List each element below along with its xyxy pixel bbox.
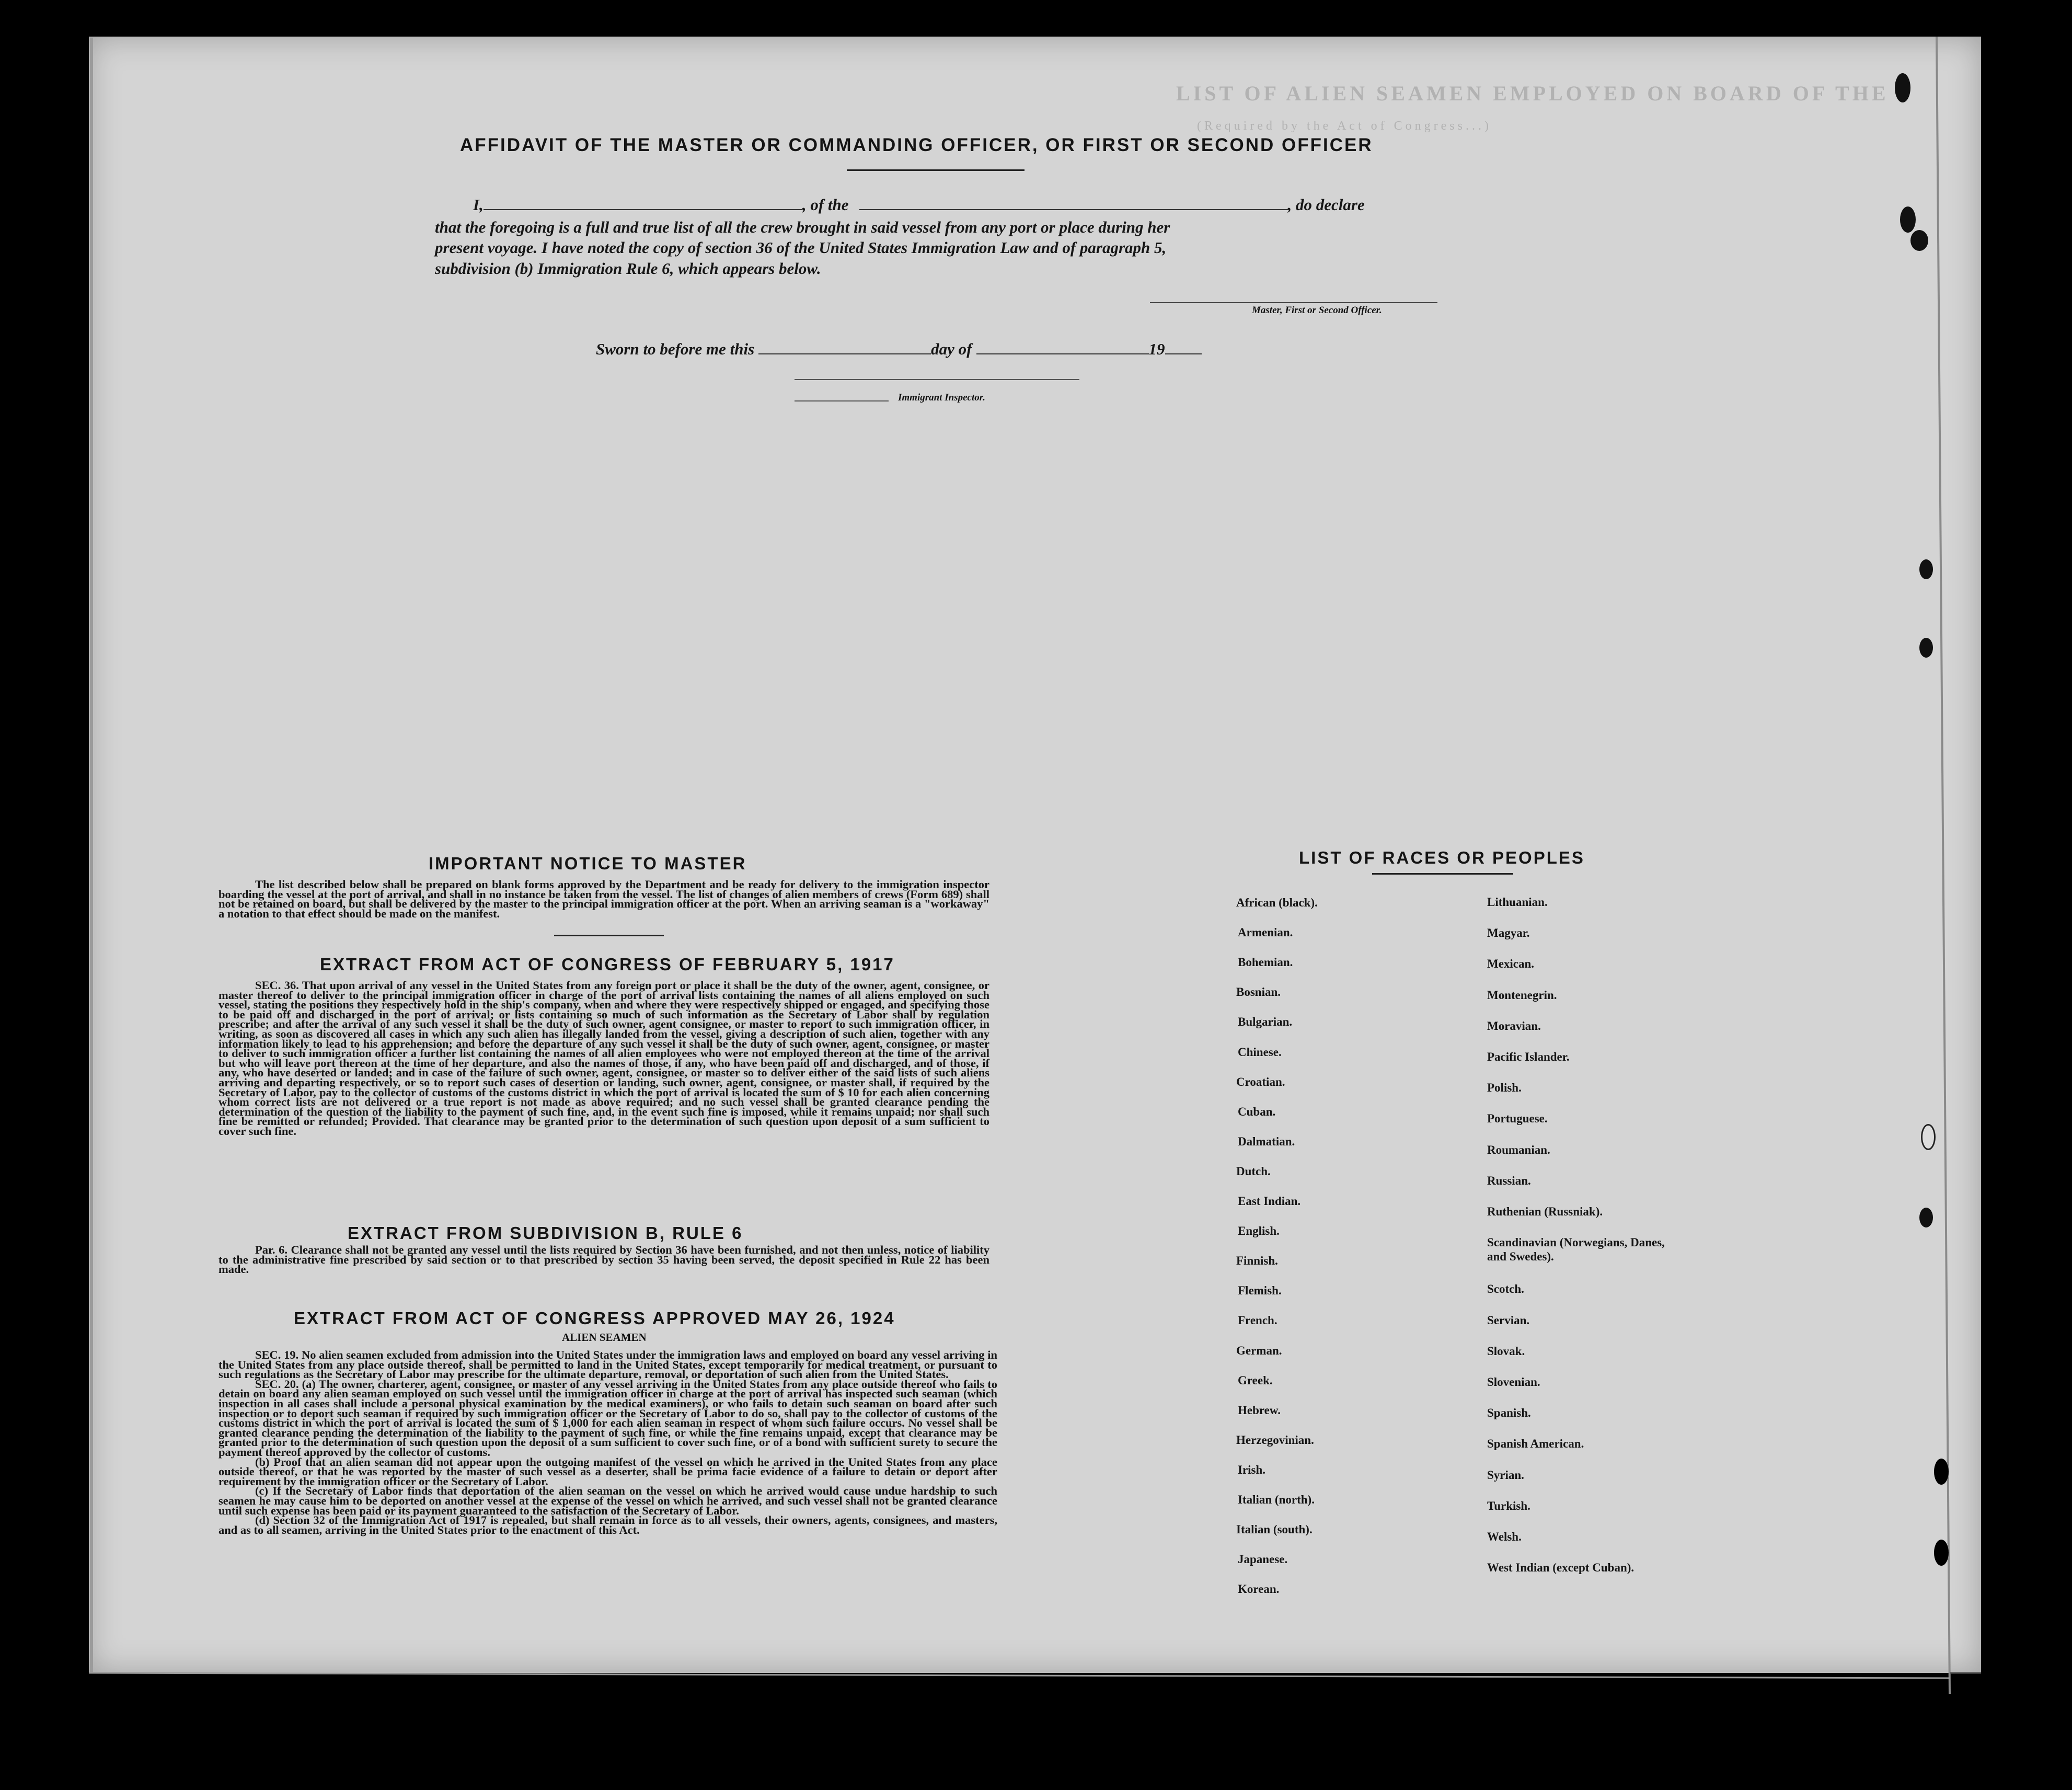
binder-hole xyxy=(1919,638,1933,658)
affidavit-title-rule xyxy=(847,169,1025,171)
extract-rule6-paragraph: Par. 6. Clearance shall not be granted any vessel until the lists required by Section 36 have been furnished, and not then unless, notice of liability to the administrative fine prescribed by said section or to that prescribed by section 35 having been served, the deposit specified in Rule 22 has been made. xyxy=(218,1243,989,1276)
binder-hole xyxy=(1921,1124,1936,1150)
binder-hole xyxy=(1919,559,1933,579)
vessel-blank[interactable] xyxy=(859,209,1288,210)
race-item: Montenegrin. xyxy=(1487,988,1557,1002)
bleed-through-heading: LIST OF ALIEN SEAMEN EMPLOYED ON BOARD OF THE xyxy=(1176,82,1889,105)
affidavit-line-4: subdivision (b) Immigration Rule 6, which appears below. xyxy=(435,259,821,278)
extract-1917-paragraph: SEC. 36. That upon arrival of any vessel in the United States from any foreign port or place it shall be the duty of the owner, agent, consignee, or master thereof to deliver to the principal immigration officer in charge of the port of arrival lists containing the names of all aliens employed on such vessel, stating the positions they respectively hold in the ship's company, when and where they were respectively shipped or engaged, and specifying those to be paid off and discharged in the port of arrival; or lists containing so much of such information as the Secretary of Labor shall by regulation prescribe; and after the arrival of any such vessel it shall be the duty of such owner, agent consignee, or master to report to such immigration officer, in writing, as soon as discovered all cases in which any such alien has illegally landed from the vessel, giving a description of such alien, together with any information likely to lead to his apprehension; and before the departure of any such vessel it shall be the duty of such owner, agent, consignee, or master to deliver to such immigration officer a further list containing the names of all alien employees who were not employed thereon at the time of the arrival but who will leave port thereon at the time of her departure, and also the names of those, if any, who have been paid off and discharged, and of those, if any, who have deserted or landed; and in case of the failure of such owner, agent, consignee, or master so to deliver either of the said lists of such aliens arriving and departing respectively, or so to report such cases of desertion or landing, such owner, agent, consignee, or master shall, if required by the Secretary of Labor, pay to the collector of customs of the customs district in which the port of arrival is located the sum of $ 10 for each alien concerning whom correct lists are not delivered or a true report is not made as above required; and no such vessel shall be granted clearance pending the determination of the question of the liability to the payment of such fine, and, in the event such fine is imposed, while it remains unpaid; nor shall such fine be remitted or refunded; Provided. That clearance may be granted prior to the determination of such question upon deposit of a sum sufficient to cover such fine. xyxy=(218,979,989,1138)
race-item: Cuban. xyxy=(1238,1105,1276,1118)
sworn-year-blank[interactable] xyxy=(1165,353,1202,354)
bleed-through-subline: (Required by the Act of Congress...) xyxy=(1197,119,1492,133)
notice-rule xyxy=(554,935,664,936)
race-item: Greek. xyxy=(1238,1373,1273,1387)
sworn-line xyxy=(596,340,1202,359)
sworn-year: 19 xyxy=(1148,340,1165,358)
inspector-label: Immigrant Inspector. xyxy=(898,392,985,403)
affidavit-line-1 xyxy=(473,196,1365,214)
race-item: West Indian (except Cuban). xyxy=(1487,1561,1634,1575)
notice-title: IMPORTANT NOTICE TO MASTER xyxy=(429,854,747,873)
race-item: Bulgarian. xyxy=(1238,1015,1293,1029)
race-item: Welsh. xyxy=(1487,1530,1522,1543)
race-item: Irish. xyxy=(1238,1463,1266,1476)
extract-1917-title: EXTRACT FROM ACT OF CONGRESS OF FEBRUARY 5, 1917 xyxy=(320,955,895,974)
affidavit-line-2: that the foregoing is a full and true list of all the crew brought in said vessel from any port or place during her xyxy=(435,218,1170,236)
notice-body xyxy=(218,880,989,919)
race-item: Mexican. xyxy=(1487,957,1535,971)
race-item: Korean. xyxy=(1238,1582,1280,1596)
sworn-day-of: day of xyxy=(931,340,972,358)
race-item: Italian (north). xyxy=(1238,1493,1315,1506)
races-right-column xyxy=(1487,895,1707,1596)
inspector-line[interactable] xyxy=(795,400,889,401)
race-item: Turkish. xyxy=(1487,1499,1530,1512)
extract-1924-body xyxy=(218,1350,997,1535)
race-item: Roumanian. xyxy=(1487,1143,1550,1156)
extract-1924-paragraph: (c) If the Secretary of Labor finds that deportation of the alien seaman on the vessel on which he arrived would cause undue hardship to such seamen he may cause him to be deported on another vessel at the expense of the vessel on which he arrived, and such vessel shall not be granted clearance until such expense has been paid or its payment guaranteed to the satisfaction of the Secretary of Labor. xyxy=(218,1484,997,1517)
race-item: East Indian. xyxy=(1238,1195,1301,1208)
race-item: Scandinavian (Norwegians, Danes, and Swedes). xyxy=(1487,1236,1665,1264)
signature-line[interactable] xyxy=(1150,302,1437,303)
race-item: Bohemian. xyxy=(1238,956,1293,969)
race-item: Magyar. xyxy=(1487,926,1530,940)
binder-hole xyxy=(1934,1459,1949,1485)
sworn-day-blank[interactable] xyxy=(758,353,931,354)
race-item: Slovak. xyxy=(1487,1344,1525,1358)
extract-1924-paragraph: (d) Section 32 of the Immigration Act of 1917 is repealed, but shall remain in force as to all vessels, their owners, agents, consignees, and masters, and as to all seamen, arriving in the United States prior to the enactment of this Act. xyxy=(218,1513,997,1536)
affidavit-line-3: present voyage. I have noted the copy of section 36 of the United States Immigration Law and of paragraph 5, xyxy=(435,238,1167,257)
affidavit-i-label: I, xyxy=(473,196,484,214)
extract-1917-body xyxy=(218,981,989,1137)
race-item: Spanish. xyxy=(1487,1406,1531,1420)
race-item: Herzegovinian. xyxy=(1236,1433,1314,1447)
race-item: Moravian. xyxy=(1487,1019,1541,1032)
notice-paragraph: The list described below shall be prepared on blank forms approved by the Department and be ready for delivery to the immigration inspector boarding the vessel at the port of arrival, and shall in no instance be taken from the vessel. The list of changes of alien members of crews (Form 689) shall not be retained on board, but shall be delivered by the master to the principal immigration officer at the port. When an arriving seaman is a "workaway" a notation to that effect should be made on the manifest. xyxy=(218,878,989,920)
affidavit-declare-label: , do declare xyxy=(1287,196,1365,214)
race-item: Lithuanian. xyxy=(1487,896,1548,909)
race-item: Armenian. xyxy=(1238,926,1293,939)
extract-rule6-title: EXTRACT FROM SUBDIVISION B, RULE 6 xyxy=(348,1223,743,1243)
sworn-prefix: Sworn to before me this xyxy=(596,340,755,358)
extract-1924-title: EXTRACT FROM ACT OF CONGRESS APPROVED MAY 26, 1924 xyxy=(294,1309,895,1328)
affidavit-title: AFFIDAVIT OF THE MASTER OR COMMANDING OFFICER, OR FIRST OR SECOND OFFICER xyxy=(460,135,1373,155)
race-item: Pacific Islander. xyxy=(1487,1050,1570,1063)
binder-hole xyxy=(1919,1208,1933,1227)
race-item: Bosnian. xyxy=(1236,985,1281,999)
affidavit-of-the-label: , of the xyxy=(802,196,849,214)
races-title: LIST OF RACES OR PEOPLES xyxy=(1299,848,1585,867)
extract-1924-paragraph: SEC. 19. No alien seamen excluded from admission into the United States under the immigration laws and employed on board any vessel arriving in the United States from any place outside thereof, shall be permitted to land in the United States, except temporarily for medical treatment, or pursuant to such regulations as the Secretary of Labor may prescribe for the ultimate departure, removal, or deportation of such alien from the United States. xyxy=(218,1348,997,1381)
race-item: Russian. xyxy=(1487,1174,1531,1187)
signature-label: Master, First or Second Officer. xyxy=(1252,305,1382,316)
race-item: Dalmatian. xyxy=(1238,1134,1295,1148)
race-item: Chinese. xyxy=(1238,1045,1282,1059)
race-item: German. xyxy=(1236,1344,1282,1357)
race-item: French. xyxy=(1238,1314,1277,1327)
race-item: English. xyxy=(1238,1224,1280,1238)
inspector-line-upper xyxy=(795,379,1079,380)
extract-rule6-body xyxy=(218,1245,989,1275)
race-item: Portuguese. xyxy=(1487,1112,1548,1126)
extract-1924-paragraph: SEC. 20. (a) The owner, charterer, agent, consignee, or master of any vessel arriving in the United States from any place outside thereof who fails to detain on board any alien seaman employed on such vessel until the immigration officer in charge at the port of arrival has inspected such seaman (which inspection in all cases shall include a personal physical examination by the medical examiners), or who fails to detain such seaman on board after such inspection or to deport such seaman if required by such immigration officer or the Secretary of Labor to do so, shall pay to the collector of customs of the customs district in which the port of arrival is located the sum of $ 1,000 for each alien seaman in respect of whom such failure occurs. No vessel shall be granted clearance pending the determination of the liability to the payment of such fine, or while the fine remains unpaid, except that clearance may be granted prior to the determination of such question upon the deposit of a sum sufficient to cover such fine, or of a bond with sufficient surety to secure the payment thereof approved by the collector of customs. xyxy=(218,1377,997,1459)
race-item: Finnish. xyxy=(1236,1254,1278,1268)
race-item: Croatian. xyxy=(1236,1075,1285,1088)
sworn-month-blank[interactable] xyxy=(976,353,1149,354)
race-item: Polish. xyxy=(1487,1081,1522,1095)
extract-1924-paragraph: (b) Proof that an alien seaman did not appear upon the outgoing manifest of the vessel on which he arrived in the United States from any place outside thereof, or that he was reported by the master of such vessel as a deserter, shall be prima facie evidence of a failure to detain or deport after requirement by the immigration officer or the Secretary of Labor. xyxy=(218,1455,997,1488)
race-item: Syrian. xyxy=(1487,1468,1524,1482)
race-item: Slovenian. xyxy=(1487,1375,1540,1389)
race-item: Dutch. xyxy=(1236,1164,1271,1178)
race-item: Servian. xyxy=(1487,1313,1530,1327)
race-item: Ruthenian (Russniak). xyxy=(1487,1205,1603,1218)
race-item: Japanese. xyxy=(1238,1553,1288,1566)
binder-hole xyxy=(1910,230,1928,251)
extract-1924-subtitle: ALIEN SEAMEN xyxy=(562,1331,647,1344)
races-rule xyxy=(1372,873,1513,875)
race-item: Spanish American. xyxy=(1487,1437,1584,1451)
race-item: Hebrew. xyxy=(1238,1403,1281,1417)
name-blank[interactable] xyxy=(484,209,802,210)
race-item: Flemish. xyxy=(1238,1284,1282,1298)
race-item: Scotch. xyxy=(1487,1282,1524,1296)
races-left-column xyxy=(1236,896,1508,1597)
race-item: African (black). xyxy=(1236,896,1318,909)
binder-hole xyxy=(1934,1540,1949,1566)
binder-hole xyxy=(1900,206,1916,233)
binder-hole xyxy=(1895,73,1910,102)
race-item: Italian (south). xyxy=(1236,1523,1313,1536)
